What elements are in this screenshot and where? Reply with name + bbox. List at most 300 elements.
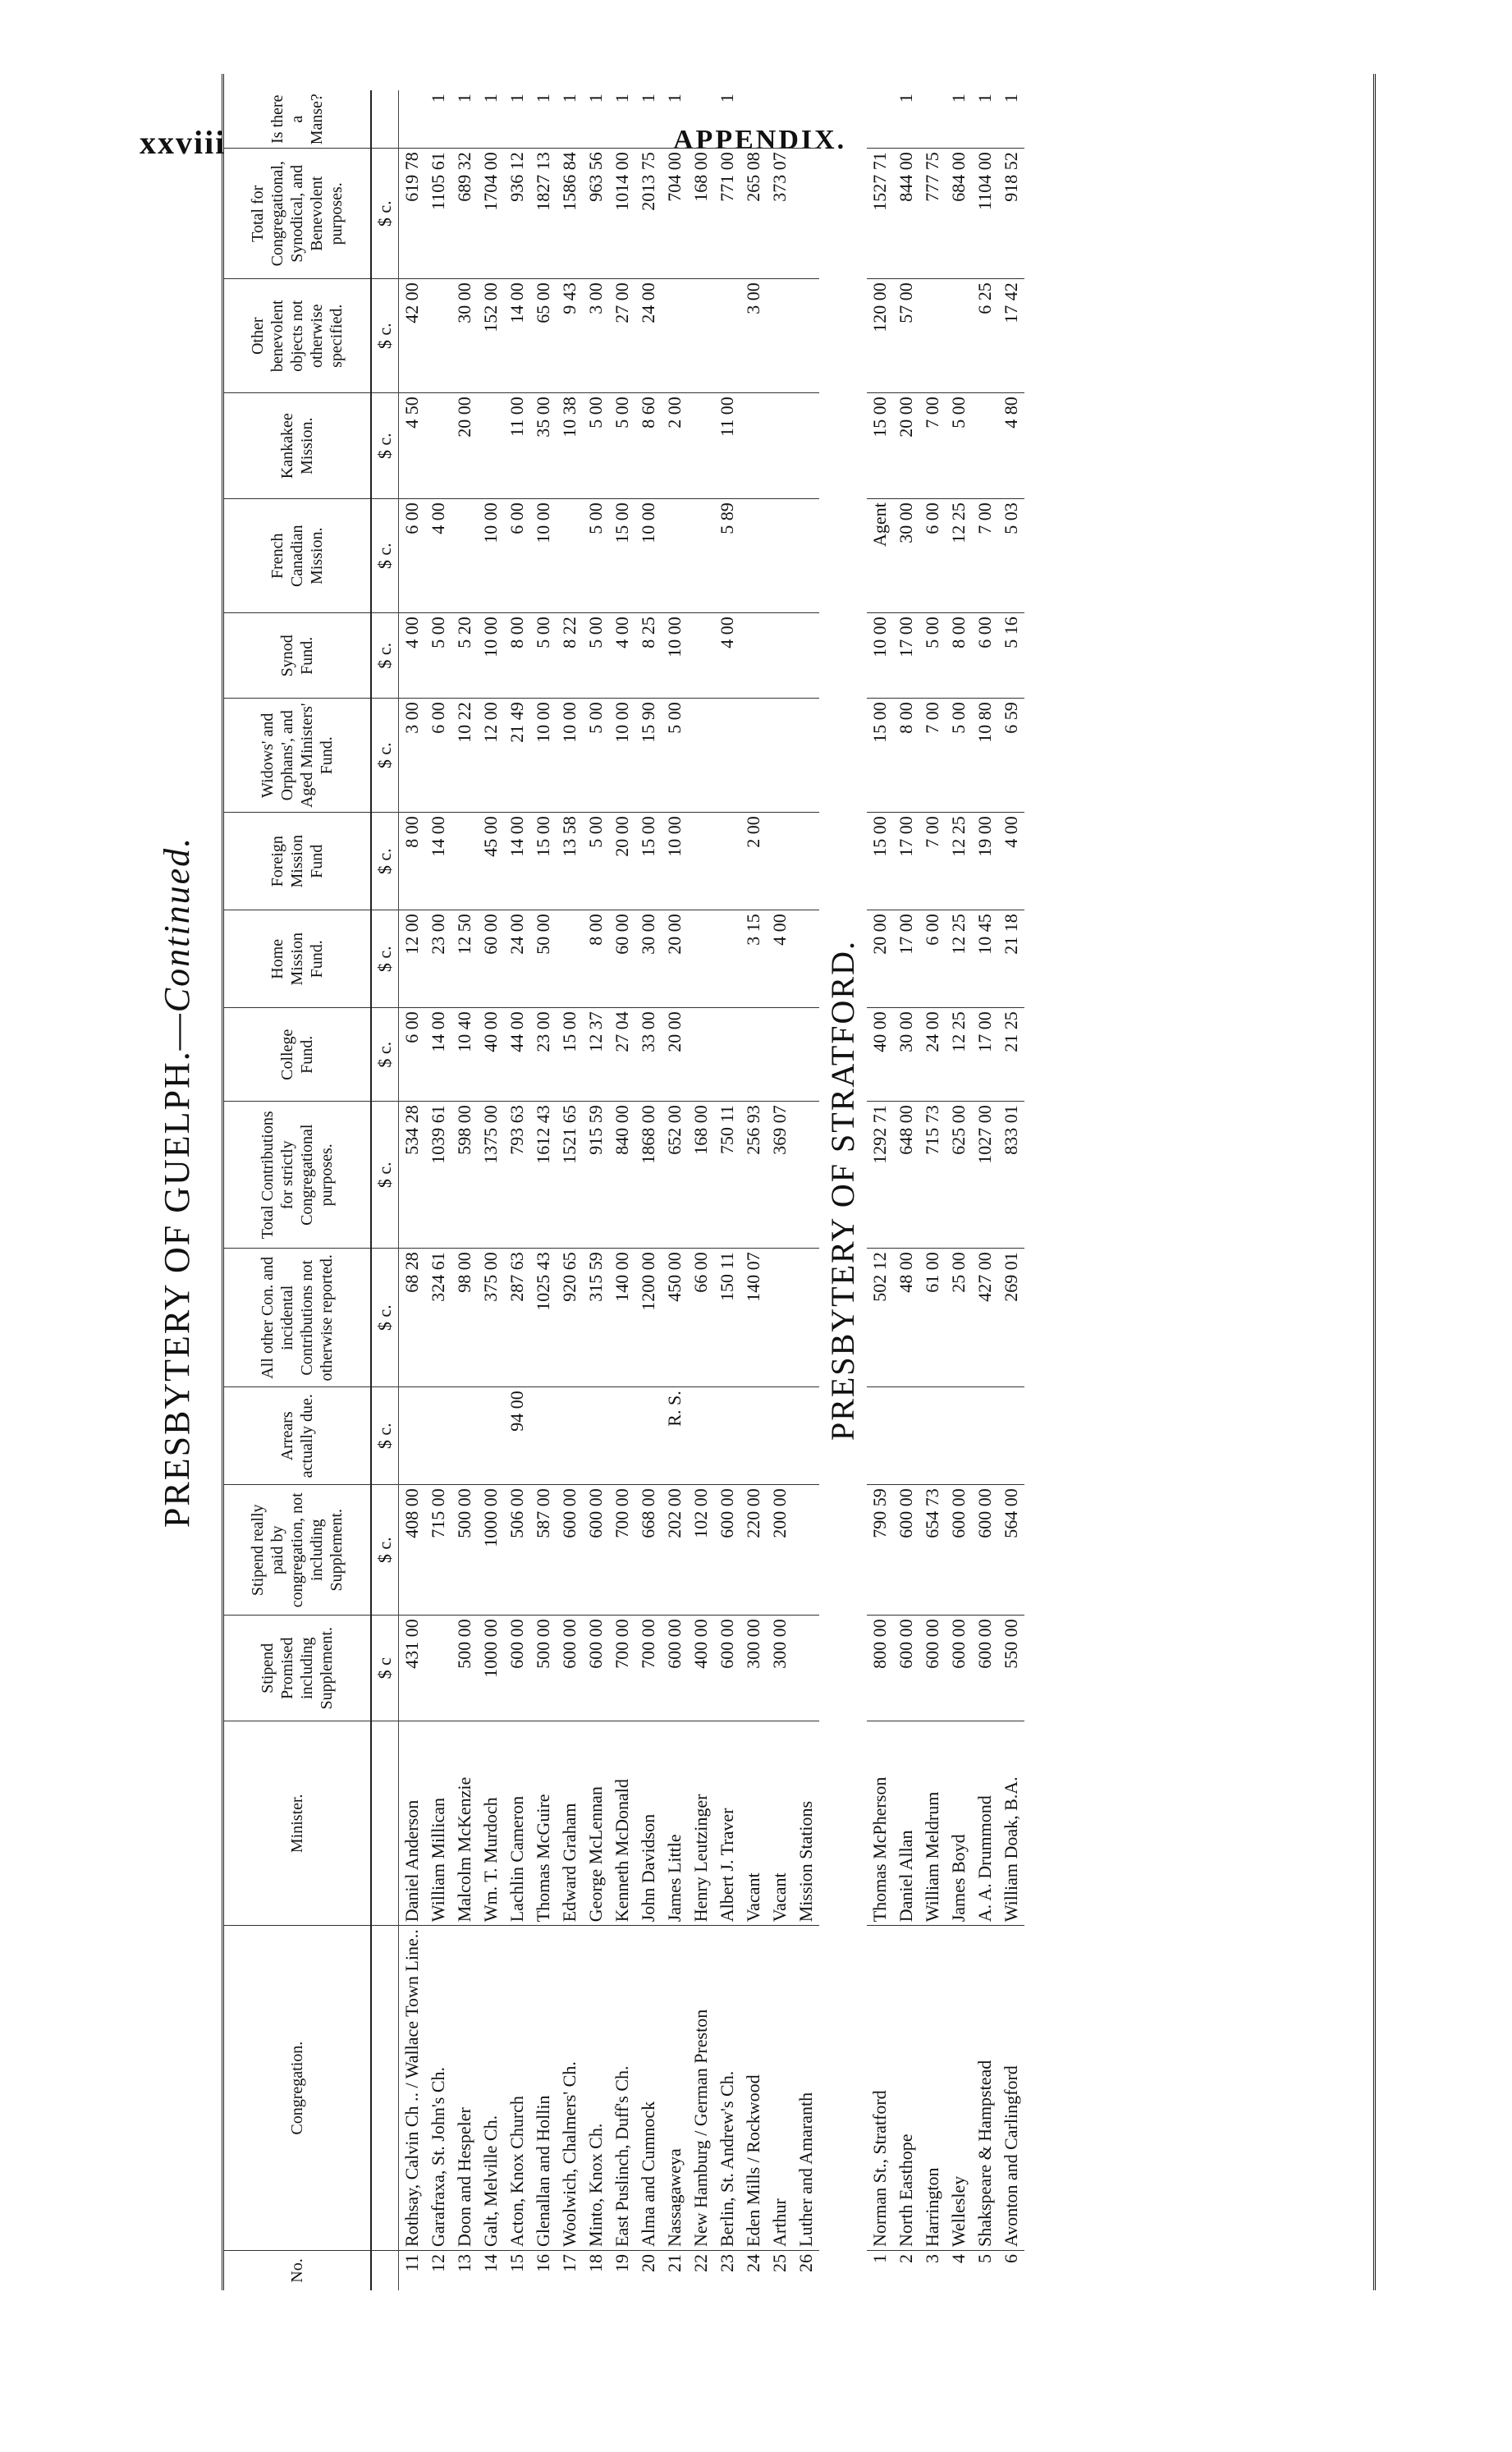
table-cell: Eden Mills / Rockwood — [740, 1926, 767, 2251]
table-cell: $ c. — [371, 1485, 399, 1616]
table-cell: 619 78 — [399, 149, 426, 279]
table-cell: 500 00 — [451, 1616, 478, 1721]
table-cell — [583, 1387, 609, 1485]
table-cell: 915 59 — [583, 1102, 609, 1249]
table-cell: 2013 75 — [635, 149, 662, 279]
table-cell: Vacant — [740, 1721, 767, 1926]
table-cell: 4 — [948, 2254, 969, 2263]
table-cell: 26 — [795, 2254, 816, 2272]
table-cell: North Easthope — [893, 1926, 919, 2251]
table-cell — [946, 279, 972, 393]
table-row — [946, 90, 972, 2290]
table-cell — [767, 813, 793, 910]
table-cell — [867, 90, 893, 149]
table-cell: 20 00 — [609, 813, 635, 910]
table-cell: 1 — [583, 90, 609, 149]
table-cell: 1105 61 — [425, 149, 451, 279]
table-cell — [371, 2251, 399, 2291]
table-cell: 700 00 — [609, 1485, 635, 1616]
table-cell: 14 00 — [425, 813, 451, 910]
table-cell: 13 58 — [557, 813, 583, 910]
table-cell: Berlin, St. Andrew's Ch. — [714, 1926, 740, 2251]
table-cell — [793, 910, 819, 1008]
table-cell — [609, 1387, 635, 1485]
table-cell — [793, 1387, 819, 1485]
table-cell: 12 25 — [946, 910, 972, 1008]
table-cell: 1827 13 — [530, 149, 557, 279]
table-cell: 44 00 — [504, 1008, 530, 1102]
table-cell: Lachlin Cameron — [504, 1721, 530, 1926]
table-cell: 6 59 — [998, 699, 1024, 813]
table-cell: 4 00 — [998, 813, 1024, 910]
table-cell: 920 65 — [557, 1249, 583, 1387]
table-cell: 24 00 — [919, 1008, 946, 1102]
column-header: No. — [224, 2251, 371, 2291]
table-row — [399, 90, 426, 2290]
table-cell: 10 00 — [867, 613, 893, 699]
table-cell: 6 00 — [919, 910, 946, 1008]
table-cell: 2 00 — [662, 393, 688, 499]
table-cell: 6 00 — [399, 499, 426, 613]
table-cell: 450 00 — [662, 1249, 688, 1387]
table-cell: 220 00 — [740, 1485, 767, 1616]
table-cell: 1000 00 — [478, 1485, 504, 1616]
table-cell — [793, 1616, 819, 1721]
table-cell: 534 28 — [399, 1102, 426, 1249]
table-cell: 431 00 — [399, 1616, 426, 1721]
table-cell: Shakspeare & Hampstead — [972, 1926, 998, 2251]
table-cell: 750 11 — [714, 1102, 740, 1249]
table-cell: 12 50 — [451, 910, 478, 1008]
table-cell: 564 00 — [998, 1485, 1024, 1616]
table-cell: Vacant — [767, 1721, 793, 1926]
table-cell: Minto, Knox Ch. — [583, 1926, 609, 2251]
table-row — [425, 90, 451, 2290]
table-cell — [557, 1387, 583, 1485]
column-header: Total Contributions for strictly Congregational purposes. — [224, 1102, 371, 1249]
table-cell: 700 00 — [635, 1616, 662, 1721]
table-cell: Wm. T. Murdoch — [478, 1721, 504, 1926]
table-cell: 5 00 — [946, 699, 972, 813]
table-cell — [688, 393, 714, 499]
table-cell — [793, 90, 819, 149]
table-cell: 19 — [612, 2254, 632, 2272]
table-cell: 21 18 — [998, 910, 1024, 1008]
table-cell: Avonton and Carlingford — [998, 1926, 1024, 2251]
table-cell: 704 00 — [662, 149, 688, 279]
table-cell: 6 00 — [919, 499, 946, 613]
table-cell: 500 00 — [530, 1616, 557, 1721]
table-row — [972, 90, 998, 2290]
table-cell — [688, 90, 714, 149]
table-cell: 1000 00 — [478, 1616, 504, 1721]
table-cell: James Boyd — [946, 1721, 972, 1926]
table-cell: 6 00 — [399, 1008, 426, 1102]
table-cell — [793, 149, 819, 279]
table-cell: 25 00 — [946, 1249, 972, 1387]
table-cell: 25 — [769, 2254, 790, 2272]
section-title-main: PRESBYTERY OF GUELPH.— — [157, 1012, 197, 1528]
table-cell — [740, 699, 767, 813]
table-cell: 5 00 — [583, 613, 609, 699]
table-cell: 20 — [638, 2254, 658, 2272]
table-cell: 4 50 — [399, 393, 426, 499]
table-cell: 10 00 — [609, 699, 635, 813]
table-cell — [530, 1387, 557, 1485]
column-header: Kankakee Mission. — [224, 393, 371, 499]
table-cell: 550 00 — [998, 1616, 1024, 1721]
table-cell: 16 — [533, 2254, 553, 2272]
table-row — [451, 90, 478, 2290]
column-header: Other benevolent objects not otherwise specified. — [224, 279, 371, 393]
table-row — [583, 90, 609, 2290]
table-cell: 11 — [401, 2254, 422, 2272]
table-cell: $ c. — [371, 1102, 399, 1249]
table-cell — [793, 1485, 819, 1616]
table-cell: 4 00 — [609, 613, 635, 699]
table-row — [919, 90, 946, 2290]
table-row — [530, 90, 557, 2290]
table-cell — [919, 90, 946, 149]
table-cell: Wellesley — [946, 1926, 972, 2251]
column-header: Congregation. — [224, 1926, 371, 2251]
table-cell: $ c. — [371, 279, 399, 393]
table-cell — [451, 1387, 478, 1485]
table-cell: 700 00 — [609, 1616, 635, 1721]
table-cell: 17 00 — [893, 613, 919, 699]
table-cell: 40 00 — [478, 1008, 504, 1102]
table-cell: Woolwich, Chalmers' Ch. — [557, 1926, 583, 2251]
table-body — [371, 90, 1024, 2290]
table-cell: 600 00 — [557, 1616, 583, 1721]
section-title-stratford: PRESBYTERY OF STRATFORD. — [824, 940, 861, 1441]
table-cell: 10 00 — [530, 499, 557, 613]
table-cell: 265 08 — [740, 149, 767, 279]
table-cell: 7 00 — [972, 499, 998, 613]
table-cell: 9 43 — [557, 279, 583, 393]
table-cell: $ c. — [371, 393, 399, 499]
table-cell: New Hamburg / German Preston — [688, 1926, 714, 2251]
table-cell: 6 00 — [972, 613, 998, 699]
table-cell — [867, 1387, 893, 1485]
table-cell: 20 00 — [893, 393, 919, 499]
table-cell: 14 00 — [504, 813, 530, 910]
table-cell — [635, 1387, 662, 1485]
table-cell — [688, 613, 714, 699]
table-cell — [740, 1008, 767, 1102]
table-cell: 654 73 — [919, 1485, 946, 1616]
table-cell — [557, 910, 583, 1008]
table-cell — [714, 1387, 740, 1485]
table-cell: 1039 61 — [425, 1102, 451, 1249]
table-cell: 648 00 — [893, 1102, 919, 1249]
table-cell: 6 — [1001, 2254, 1021, 2263]
table-cell: $ c. — [371, 613, 399, 699]
table-cell: 373 07 — [767, 149, 793, 279]
table-cell: A. A. Drummond — [972, 1721, 998, 1926]
table-cell — [793, 813, 819, 910]
table-cell — [972, 393, 998, 499]
table-cell: East Puslinch, Duff's Ch. — [609, 1926, 635, 2251]
table-cell: 1 — [972, 90, 998, 149]
table-cell — [451, 499, 478, 613]
table-cell: 60 00 — [478, 910, 504, 1008]
table-cell — [919, 279, 946, 393]
table-cell: 1 — [557, 90, 583, 149]
table-cell: 684 00 — [946, 149, 972, 279]
table-cell — [946, 1387, 972, 1485]
table-cell: 10 45 — [972, 910, 998, 1008]
table-cell — [893, 1387, 919, 1485]
table-cell: 20 00 — [867, 910, 893, 1008]
table-row — [557, 90, 583, 2290]
table-cell — [714, 910, 740, 1008]
statistics-table — [224, 90, 1024, 2290]
table-cell: 24 00 — [504, 910, 530, 1008]
table-cell: 918 52 — [998, 149, 1024, 279]
table-cell: 15 00 — [867, 699, 893, 813]
table-cell: Galt, Melville Ch. — [478, 1926, 504, 2251]
table-cell: Garafraxa, St. John's Ch. — [425, 1926, 451, 2251]
table-cell: 17 00 — [893, 910, 919, 1008]
table-cell: 14 — [480, 2254, 501, 2272]
table-cell: 30 00 — [451, 279, 478, 393]
table-cell — [688, 499, 714, 613]
table-cell — [425, 279, 451, 393]
table-cell: 10 00 — [478, 613, 504, 699]
table-cell: Kenneth McDonald — [609, 1721, 635, 1926]
table-cell: 8 60 — [635, 393, 662, 499]
table-cell: 15 00 — [609, 499, 635, 613]
table-cell: William Millican — [425, 1721, 451, 1926]
table-cell: 21 25 — [998, 1008, 1024, 1102]
table-cell: 5 00 — [919, 613, 946, 699]
table-cell: 5 00 — [946, 393, 972, 499]
table-cell: 375 00 — [478, 1249, 504, 1387]
table-cell — [451, 813, 478, 910]
table-cell: 1014 00 — [609, 149, 635, 279]
table-row — [714, 90, 740, 2290]
table-cell: 11 00 — [504, 393, 530, 499]
table-cell: 17 00 — [972, 1008, 998, 1102]
table-cell: 60 00 — [609, 910, 635, 1008]
table-cell: 18 — [585, 2254, 606, 2272]
table-cell: Albert J. Traver — [714, 1721, 740, 1926]
table-cell: 833 01 — [998, 1102, 1024, 1249]
table-cell: 4 00 — [767, 910, 793, 1008]
table-cell: $ c. — [371, 149, 399, 279]
table-cell — [714, 279, 740, 393]
table-row — [504, 90, 530, 2290]
table-cell: $ c. — [371, 1387, 399, 1485]
table-cell: 1025 43 — [530, 1249, 557, 1387]
table-cell: 57 00 — [893, 279, 919, 393]
table-cell: 1 — [946, 90, 972, 149]
table-cell: 5 00 — [425, 613, 451, 699]
table-cell: 600 00 — [893, 1616, 919, 1721]
table-cell — [919, 1387, 946, 1485]
table-cell — [371, 90, 399, 149]
table-cell: 5 03 — [998, 499, 1024, 613]
units-row — [371, 90, 399, 2290]
table-cell: 48 00 — [893, 1249, 919, 1387]
table-cell: 5 — [974, 2254, 995, 2263]
table-cell: 17 42 — [998, 279, 1024, 393]
table-cell: $ c — [371, 1616, 399, 1721]
table-cell: Rothsay, Calvin Ch .. / Wallace Town Line.. — [399, 1926, 426, 2251]
table-cell: 600 00 — [662, 1616, 688, 1721]
table-cell — [662, 279, 688, 393]
table-row — [662, 90, 688, 2290]
table-cell: R. S. — [662, 1387, 688, 1485]
header-row — [224, 90, 371, 2290]
table-cell: 7 00 — [919, 813, 946, 910]
table-cell: 7 00 — [919, 393, 946, 499]
table-cell: 1527 71 — [867, 149, 893, 279]
table-cell: 1 — [635, 90, 662, 149]
table-cell: 15 00 — [867, 393, 893, 499]
table-cell: $ c. — [371, 1008, 399, 1102]
table-cell: 600 00 — [946, 1616, 972, 1721]
table-cell: 30 00 — [635, 910, 662, 1008]
table-cell: 8 00 — [504, 613, 530, 699]
table-cell: 12 25 — [946, 1008, 972, 1102]
table-cell — [767, 90, 793, 149]
table-cell: 3 15 — [740, 910, 767, 1008]
table-cell — [767, 1008, 793, 1102]
table-cell: 102 00 — [688, 1485, 714, 1616]
table-cell: 65 00 — [530, 279, 557, 393]
table-cell: 10 00 — [662, 813, 688, 910]
table-cell: 168 00 — [688, 1102, 714, 1249]
section-title-guelph — [156, 74, 205, 2290]
column-header: All other Con. and incidental Contributions not otherwise reported. — [224, 1249, 371, 1387]
page-number: xxviii — [140, 124, 227, 161]
table-cell — [767, 699, 793, 813]
table-cell: 10 00 — [478, 499, 504, 613]
table-cell: 5 20 — [451, 613, 478, 699]
table-cell: 23 00 — [425, 910, 451, 1008]
table-cell: 506 00 — [504, 1485, 530, 1616]
table-cell: 200 00 — [767, 1485, 793, 1616]
table-cell — [793, 499, 819, 613]
table-cell: 10 38 — [557, 393, 583, 499]
table-cell: 30 00 — [893, 1008, 919, 1102]
table-cell: Norman St., Stratford — [867, 1926, 893, 2251]
column-header: Widows' and Orphans', and Aged Ministers' Fund. — [224, 699, 371, 813]
table-cell: 1704 00 — [478, 149, 504, 279]
table-cell: 600 00 — [919, 1616, 946, 1721]
rotated-table-page — [156, 74, 1371, 2290]
table-cell: 140 00 — [609, 1249, 635, 1387]
table-cell: William Doak, B.A. — [998, 1721, 1024, 1926]
table-cell — [740, 393, 767, 499]
table-cell — [714, 699, 740, 813]
table-cell: 600 00 — [714, 1485, 740, 1616]
table-cell: 600 00 — [946, 1485, 972, 1616]
column-header: French Canadian Mission. — [224, 499, 371, 613]
table-cell: 8 25 — [635, 613, 662, 699]
table-cell: 45 00 — [478, 813, 504, 910]
table-cell — [793, 1249, 819, 1387]
table-cell: 4 00 — [399, 613, 426, 699]
table-cell: Daniel Allan — [893, 1721, 919, 1926]
table-cell: 21 — [664, 2254, 685, 2272]
table-cell: 5 00 — [583, 393, 609, 499]
table-cell: 587 00 — [530, 1485, 557, 1616]
running-title: APPENDIX. — [673, 125, 847, 155]
table-cell: 1868 00 — [635, 1102, 662, 1249]
table-cell: 1 — [893, 90, 919, 149]
table-cell: 20 00 — [662, 910, 688, 1008]
table-cell — [714, 813, 740, 910]
table-cell — [399, 90, 426, 149]
table-cell: 936 12 — [504, 149, 530, 279]
table-cell: 15 90 — [635, 699, 662, 813]
table-cell — [688, 699, 714, 813]
table-cell: 269 01 — [998, 1249, 1024, 1387]
table-cell: 23 00 — [530, 1008, 557, 1102]
table-cell: Henry Leutzinger — [688, 1721, 714, 1926]
table-cell: 66 00 — [688, 1249, 714, 1387]
table-cell — [793, 699, 819, 813]
table-cell: $ c. — [371, 699, 399, 813]
table-cell — [740, 90, 767, 149]
table-cell: 1 — [609, 90, 635, 149]
table-cell — [688, 1387, 714, 1485]
table-cell: 4 00 — [714, 613, 740, 699]
table-cell: Agent — [867, 499, 893, 613]
table-cell: 10 00 — [530, 699, 557, 813]
table-cell — [688, 279, 714, 393]
table-cell — [557, 499, 583, 613]
table-cell: 1612 43 — [530, 1102, 557, 1249]
table-cell: 287 63 — [504, 1249, 530, 1387]
table-cell: 600 00 — [972, 1485, 998, 1616]
table-cell: 33 00 — [635, 1008, 662, 1102]
table-cell: 10 00 — [635, 499, 662, 613]
table-cell — [714, 1008, 740, 1102]
table-cell: 30 00 — [893, 499, 919, 613]
table-cell: 94 00 — [504, 1387, 530, 1485]
table-cell: 793 63 — [504, 1102, 530, 1249]
table-cell: 20 00 — [451, 393, 478, 499]
table-cell: 15 00 — [867, 813, 893, 910]
column-header: Stipend really paid by congregation, not including Supplement. — [224, 1485, 371, 1616]
table-cell — [425, 393, 451, 499]
table-cell: 963 56 — [583, 149, 609, 279]
table-cell: 8 00 — [583, 910, 609, 1008]
table-cell: 202 00 — [662, 1485, 688, 1616]
table-cell: 40 00 — [867, 1008, 893, 1102]
table-cell: 5 00 — [662, 699, 688, 813]
table-cell: Luther and Amaranth — [793, 1926, 819, 2251]
table-cell: 42 00 — [399, 279, 426, 393]
table-cell — [478, 1387, 504, 1485]
table-row — [867, 90, 893, 2290]
table-cell — [740, 1387, 767, 1485]
table-cell — [767, 279, 793, 393]
table-cell: 15 — [506, 2254, 527, 2272]
table-cell: 6 25 — [972, 279, 998, 393]
table-cell: 15 00 — [530, 813, 557, 910]
section-title-continued: Continued. — [157, 836, 197, 1013]
column-header: Synod Fund. — [224, 613, 371, 699]
table-cell — [793, 393, 819, 499]
table-cell: 11 00 — [714, 393, 740, 499]
table-cell: 3 00 — [583, 279, 609, 393]
table-cell: 4 80 — [998, 393, 1024, 499]
